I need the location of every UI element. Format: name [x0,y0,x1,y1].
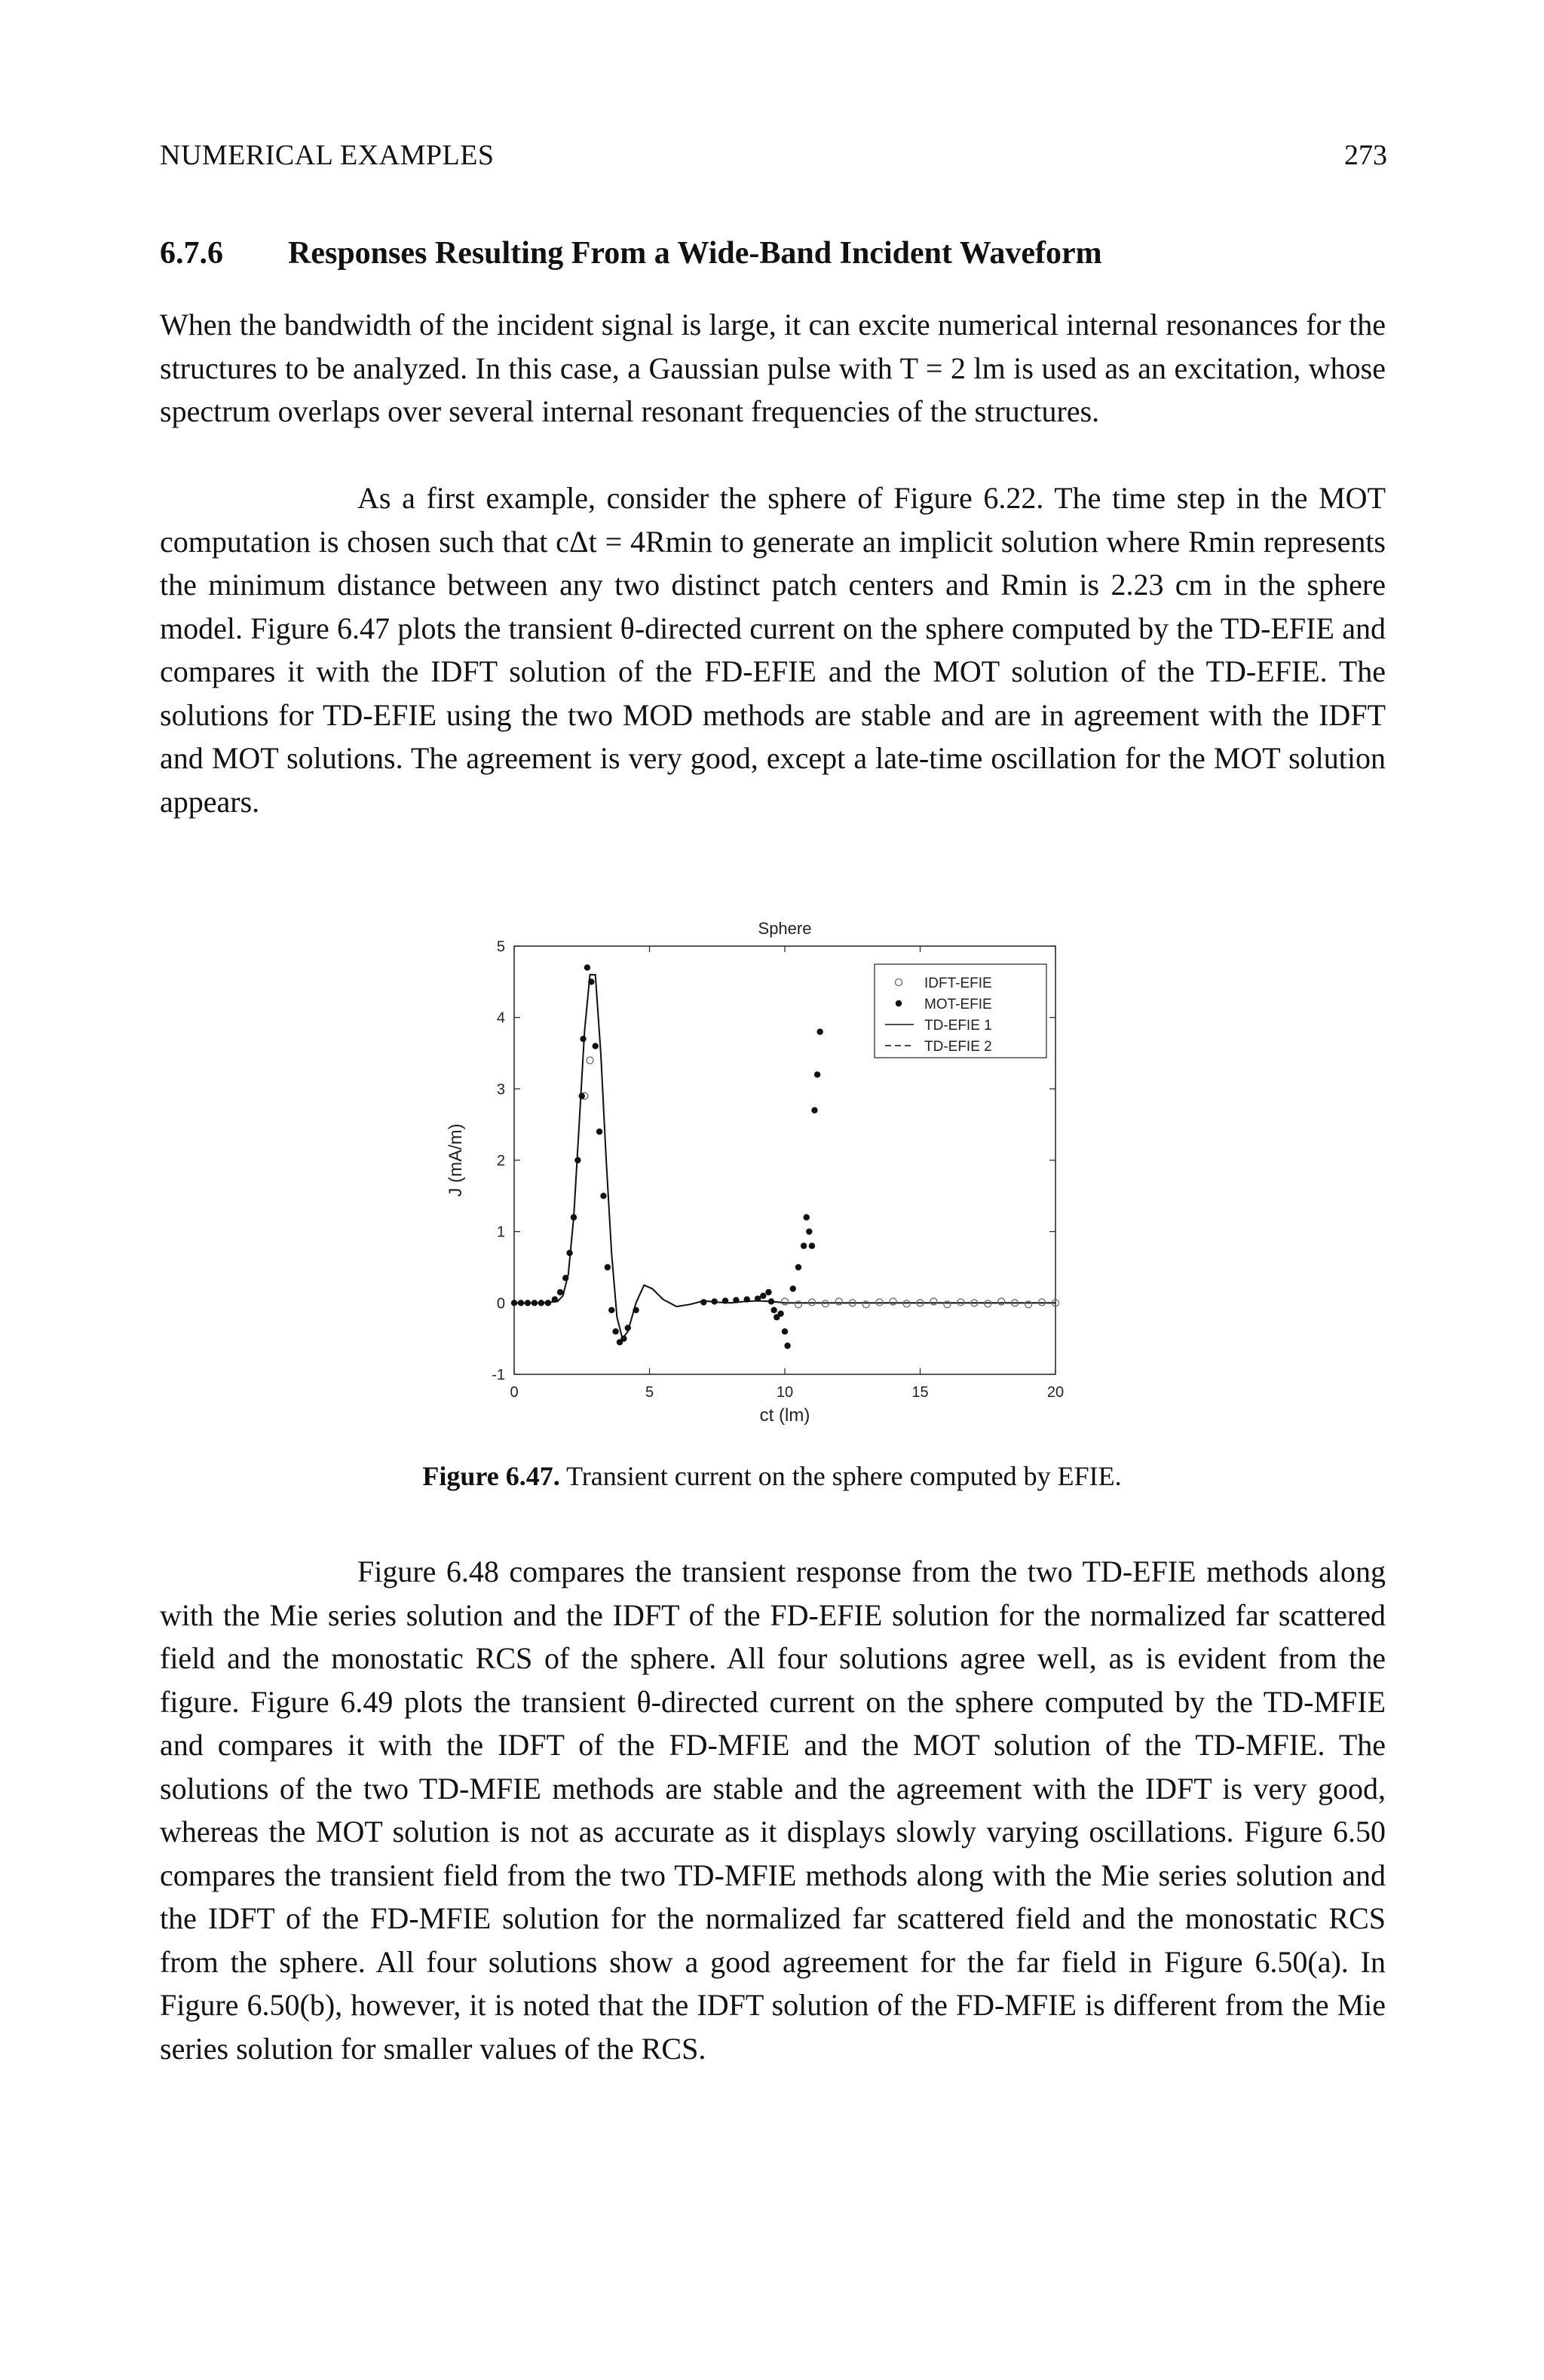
legend-label: TD-EFIE 2 [924,1039,992,1055]
section-title: Responses Resulting From a Wide-Band Incident Waveform [288,236,1102,271]
mot-point [760,1293,766,1299]
legend-label: IDFT-EFIE [924,976,992,991]
mot-point [744,1296,750,1302]
page-number: 273 [1344,139,1387,171]
mot-point [511,1300,517,1306]
legend-marker-mot [896,1000,902,1006]
mot-point [605,1264,611,1270]
paragraph-3: Figure 6.48 compares the transient response from the two TD-EFIE methods along with the Mie series solution and the IDFT of the FD-EFIE solution for the normalized far scattered field and the monostatic RCS of the sphere. All four solutions agree well, as is evident from the figure. Figure 6.49 plots the transient θ-directed current on the sphere computed by the TD-MFIE and compares it with the IDFT of the FD-MFIE and the MOT solution of the TD-MFIE. The solutions of the two TD-MFIE methods are stable and the agreement with the IDFT is very good, whereas the MOT solution is not as accurate as it displays slowly varying oscillations. Figure 6.50 compares the transient field from the two TD-MFIE methods along with the Mie series solution and the IDFT of the FD-MFIE solution for the normalized far scattered field and the monostatic RCS from the sphere. All four solutions show a good agreement for the far field in Figure 6.50(a). In Figure 6.50(b), however, it is noted that the IDFT solution of the FD-MFIE is different from the Mie series solution for smaller values of the RCS. [160,1555,1386,2066]
y-tick-label: 3 [496,1081,505,1098]
mot-point [525,1300,531,1306]
mot-point [722,1297,728,1303]
section-number: 6.7.6 [160,236,223,271]
y-tick-label: 2 [496,1153,505,1169]
x-tick-label: 15 [911,1384,929,1401]
mot-point [545,1300,551,1306]
mot-point [608,1307,614,1313]
mot-point [814,1071,820,1077]
mot-point [711,1298,717,1304]
y-tick-label: 1 [496,1224,505,1241]
mot-point [620,1335,626,1341]
chart-svg [422,901,1086,1444]
mot-point [811,1107,817,1113]
mot-point [538,1300,544,1306]
mot-point [768,1298,774,1304]
mot-point [633,1307,639,1313]
mot-point [755,1295,761,1301]
figure-chart [422,901,1086,1444]
mot-point [593,1043,599,1049]
y-tick-label: 5 [496,939,505,955]
mot-point [580,1036,586,1042]
mot-point [600,1193,606,1199]
x-tick-label: 10 [776,1384,794,1401]
mot-point [612,1328,618,1334]
idft-point [944,1301,951,1308]
x-axis-label: ct (lm) [759,1405,810,1426]
chart-title: Sphere [758,919,812,938]
mot-point [625,1325,631,1331]
x-tick-label: 20 [1046,1384,1065,1401]
idft-point [998,1298,1005,1305]
mot-point [584,964,590,970]
mot-point [700,1299,706,1305]
x-tick-label: 0 [510,1384,519,1401]
running-head: NUMERICAL EXAMPLES [160,139,495,171]
y-tick-label: 4 [496,1009,505,1027]
page-header [160,139,1387,176]
mot-point [770,1307,777,1313]
idft-point [1025,1301,1032,1308]
mot-point [532,1300,538,1306]
mot-point [806,1228,812,1234]
y-axis-label: J (mA/m) [446,1123,466,1197]
mot-point [777,1310,783,1316]
mot-point [566,1250,572,1256]
mot-point [795,1264,801,1270]
mot-point [596,1129,602,1135]
figure-label: Figure 6.47. [422,1461,560,1491]
idft-point [782,1298,789,1305]
mot-point [571,1215,577,1221]
mot-point [574,1157,581,1163]
idft-point [862,1301,869,1308]
idft-point [890,1298,896,1305]
figure-caption [0,1460,1544,1492]
idft-point [930,1298,937,1305]
mot-point [579,1093,585,1099]
idft-point [835,1298,842,1305]
mot-point [784,1343,790,1349]
mot-point [557,1289,563,1295]
mot-point [809,1242,815,1248]
mot-point [518,1300,524,1306]
figure-caption-text: Transient current on the sphere computed by EFIE. [566,1461,1122,1491]
idft-point [795,1301,801,1308]
y-tick-label: 0 [496,1295,505,1313]
mot-point [765,1289,771,1295]
section-heading [160,235,1102,271]
y-tick-label: -1 [492,1367,505,1383]
idft-point [587,1057,593,1064]
mot-point [801,1242,807,1248]
mot-point [733,1297,739,1303]
paragraph-1: When the bandwidth of the incident signal is large, it can excite numerical internal resonances for the structures to be analyzed. In this case, a Gaussian pulse with T = 2 lm is used as an excitation, whose spectrum overlaps over several internal resonant frequencies of the structures. [160,308,1386,428]
mot-point [562,1275,568,1281]
mot-point [588,979,594,985]
mot-point [816,1028,823,1034]
x-tick-label: 5 [645,1384,654,1401]
legend-label: TD-EFIE 1 [924,1018,992,1034]
mot-point [790,1285,796,1291]
legend-label: MOT-EFIE [924,997,992,1012]
mot-point [552,1296,558,1302]
paragraph-2: As a first example, consider the sphere of Figure 6.22. The time step in the MOT computation is chosen such that cΔt = 4Rmin to generate an implicit solution where Rmin represents the minimum distance between any two distinct patch centers and Rmin is 2.23 cm in the sphere model. Figure 6.47 plots the transient θ-directed current on the sphere computed by the TD-EFIE and compares it with the IDFT solution of the FD-EFIE and the MOT solution of the TD-EFIE. The solutions for TD-EFIE using the two MOD methods are stable and are in agreement with the IDFT and MOT solutions. The agreement is very good, except a late-time oscillation for the MOT solution appears. [160,481,1386,819]
mot-point [782,1328,788,1334]
mot-point [804,1215,810,1221]
